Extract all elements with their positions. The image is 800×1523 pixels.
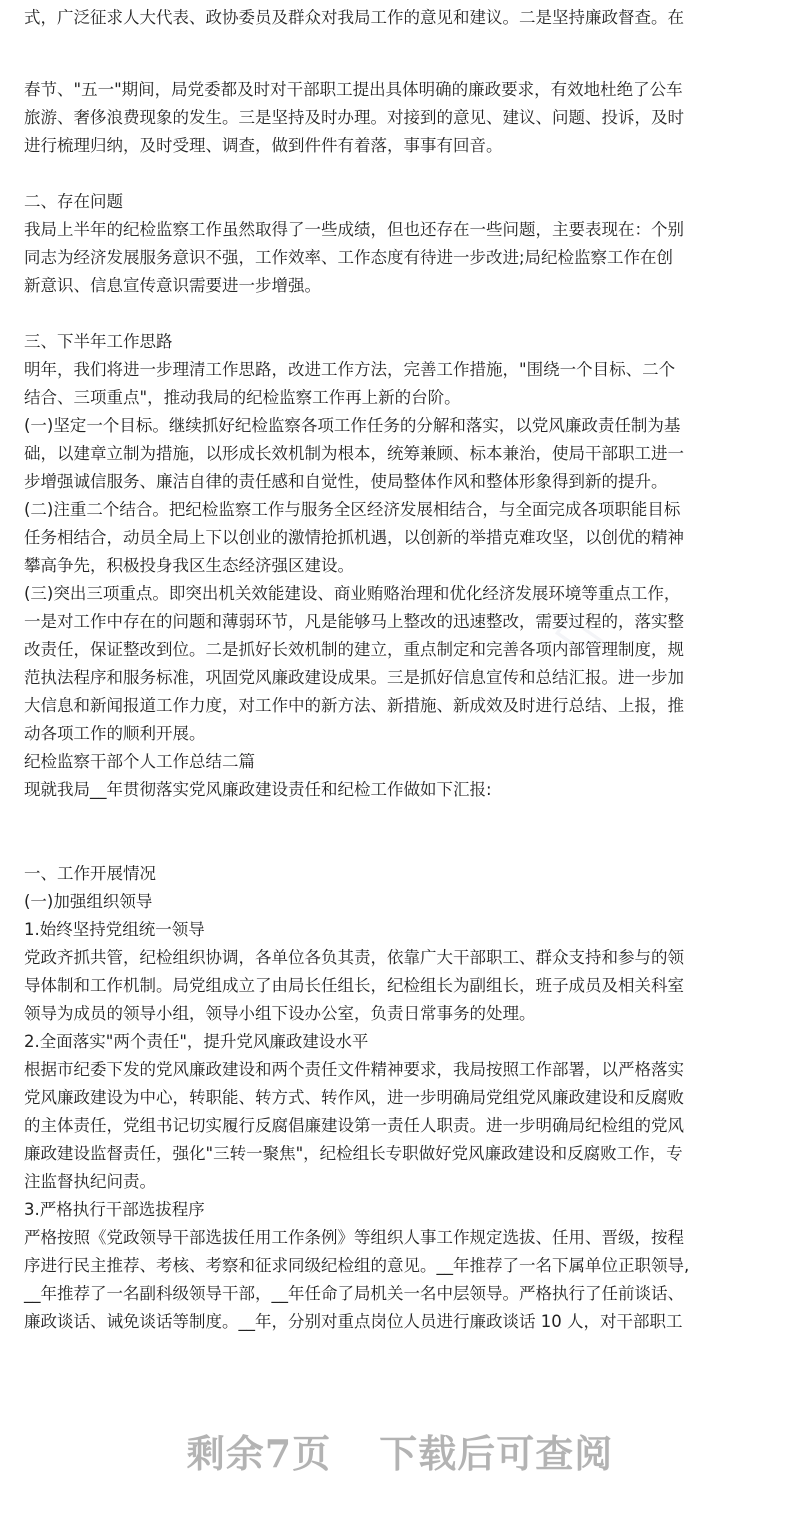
block-1 bbox=[24, 4, 780, 32]
text-line: 导体制和工作机制。局党组成立了由局长任组长，纪检组长为副组长，班子成员及相关科室 bbox=[24, 976, 684, 995]
text-line: 结合、三项重点"，推动我局的纪检监察工作再上新的台阶。 bbox=[24, 388, 461, 407]
item-heading: 1.始终坚持党组统一领导 bbox=[24, 920, 205, 939]
block-3 bbox=[24, 188, 780, 300]
text-line: 纪检监察干部个人工作总结二篇 bbox=[24, 752, 255, 771]
item-heading: 3.严格执行干部选拔程序 bbox=[24, 1200, 205, 1219]
text-line: __年推荐了一名副科级领导干部，__年任命了局机关一名中层领导。严格执行了任前谈话、 bbox=[24, 1284, 684, 1303]
block-4 bbox=[24, 328, 780, 832]
text-line: (三)突出三项重点。即突出机关效能建设、商业贿赂治理和优化经济发展环境等重点工作， bbox=[24, 584, 681, 603]
text-line: 明年，我们将进一步理清工作思路，改进工作方法，完善工作措施，"围绕一个目标、二个 bbox=[24, 360, 676, 379]
text-line: 进行梳理归纳，及时受理、调查，做到件件有着落，事事有回音。 bbox=[24, 136, 503, 155]
text-line: 春节、"五一"期间，局党委都及时对干部职工提出具体明确的廉政要求，有效地杜绝了公车 bbox=[24, 80, 683, 99]
section-heading: 二、存在问题 bbox=[24, 192, 123, 211]
text-line: 新意识、信息宣传意识需要进一步增强。 bbox=[24, 276, 321, 295]
text-line: (二)注重二个结合。把纪检监察工作与服务全区经济发展相结合，与全面完成各项职能目标 bbox=[24, 500, 681, 519]
remaining-pages-label: 剩余7页 bbox=[186, 1430, 332, 1476]
text-line: 范执法程序和服务标准，巩固党风廉政建设成果。三是抓好信息宣传和总结汇报。进一步加 bbox=[24, 668, 684, 687]
section-heading: 一、工作开展情况 bbox=[24, 864, 156, 883]
text-line: 党风廉政建设为中心，转职能、转方式、转作风，进一步明确局党组党风廉政建设和反腐败 bbox=[24, 1088, 684, 1107]
block-5 bbox=[24, 860, 780, 1336]
text-line: (一)坚定一个目标。继续抓好纪检监察各项工作任务的分解和落实，以党风廉政责任制为基 bbox=[24, 416, 681, 435]
text-line: 序进行民主推荐、考核、考察和征求同级纪检组的意见。__年推荐了一名下属单位正职领导, bbox=[24, 1256, 690, 1275]
text-line: 础，以建章立制为措施，以形成长效机制为根本，统筹兼顾、标本兼治，使局干部职工进一 bbox=[24, 444, 684, 463]
text-line: 大信息和新闻报道工作力度，对工作中的新方法、新措施、新成效及时进行总结、上报，推 bbox=[24, 696, 684, 715]
block-2 bbox=[24, 76, 780, 160]
download-prompt-banner[interactable] bbox=[0, 1395, 800, 1505]
text-line: 的主体责任，党组书记切实履行反腐倡廉建设第一责任人职责。进一步明确局纪检组的党风 bbox=[24, 1116, 684, 1135]
text-line bbox=[24, 804, 780, 832]
text-line: 动各项工作的顺利开展。 bbox=[24, 724, 206, 743]
text-line: 廉政谈话、诫免谈话等制度。__年，分别对重点岗位人员进行廉政谈话 10 人，对干部职工 bbox=[24, 1312, 683, 1331]
text-line: 根据市纪委下发的党风廉政建设和两个责任文件精神要求，我局按照工作部署，以严格落实 bbox=[24, 1060, 684, 1079]
text-line: 党政齐抓共管，纪检组织协调，各单位各负其责，依靠广大干部职工、群众支持和参与的领 bbox=[24, 948, 684, 967]
text-line: 廉政建设监督责任，强化"三转一聚焦"，纪检组长专职做好党风廉政建设和反腐败工作，专 bbox=[24, 1144, 683, 1163]
text-line: 领导为成员的领导小组，领导小组下设办公室，负责日常事务的处理。 bbox=[24, 1004, 536, 1023]
section-heading: 三、下半年工作思路 bbox=[24, 332, 173, 351]
item-heading: 2.全面落实"两个责任"，提升党风廉政建设水平 bbox=[24, 1032, 369, 1051]
text-line: 同志为经济发展服务意识不强，工作效率、工作态度有待进一步改进;局纪检监察工作在创 bbox=[24, 248, 674, 267]
watermark-1: ▯ bbox=[538, 601, 615, 669]
article-title: 现就我局__年贯彻落实党风廉政建设责任和纪检工作做如下汇报: bbox=[24, 780, 492, 799]
subsection-heading: (一)加强组织领导 bbox=[24, 892, 153, 911]
text-line: 任务相结合，动员全局上下以创业的激情抢抓机遇，以创新的举措克难攻坚，以创优的精神 bbox=[24, 528, 684, 547]
text-line: 严格按照《党政领导干部选拔任用工作条例》等组织人事工作规定选拔、任用、晋级，按程 bbox=[24, 1228, 684, 1247]
text-line: 注监督执纪问责。 bbox=[24, 1172, 156, 1191]
download-to-view-label[interactable]: 下载后可查阅 bbox=[379, 1430, 614, 1476]
text-line: 我局上半年的纪检监察工作虽然取得了一些成绩，但也还存在一些问题，主要表现在：个别 bbox=[24, 220, 684, 239]
document-body bbox=[24, 4, 780, 1336]
text-line: 一是对工作中存在的问题和薄弱环节，凡是能够马上整改的迅速整改，需要过程的，落实整 bbox=[24, 612, 684, 631]
text-line: 步增强诚信服务、廉洁自律的责任感和自觉性，使局整体作风和整体形象得到新的提升。 bbox=[24, 472, 668, 491]
text-line: 攀高争先，积极投身我区生态经济强区建设。 bbox=[24, 556, 354, 575]
text-line: 旅游、奢侈浪费现象的发生。三是坚持及时办理。对接到的意见、建议、问题、投诉，及时 bbox=[24, 108, 684, 127]
text-line: 式，广泛征求人大代表、政协委员及群众对我局工作的意见和建议。二是坚持廉政督查。在 bbox=[24, 8, 684, 27]
text-line: 改责任，保证整改到位。二是抓好长效机制的建立，重点制定和完善各项内部管理制度，规 bbox=[24, 640, 684, 659]
